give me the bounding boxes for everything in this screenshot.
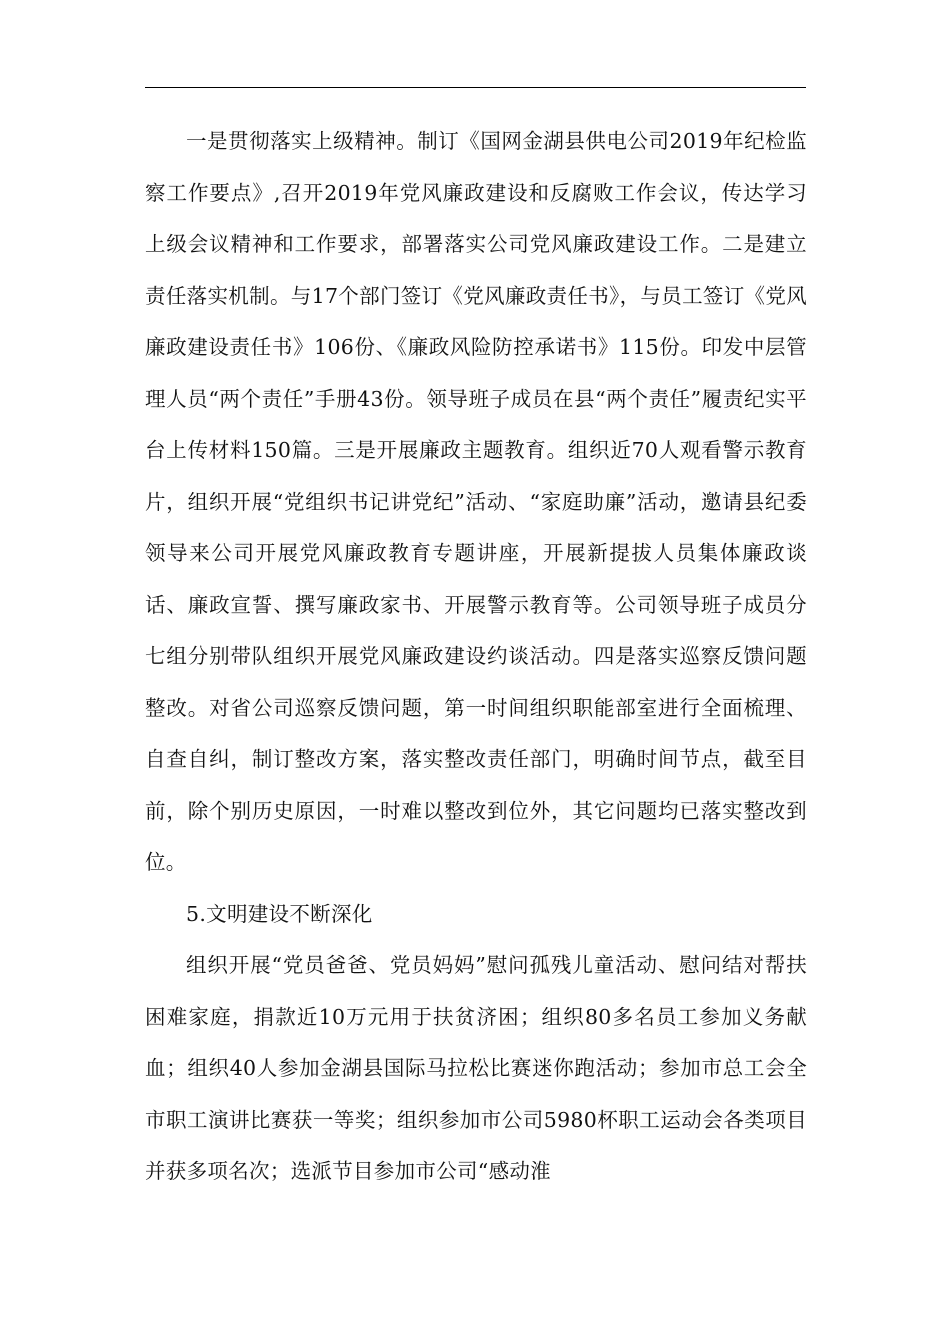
paragraph-civilization-work: 组织开展“党员爸爸、党员妈妈”慰问孤残儿童活动、慰问结对帮扶困难家庭，捐款近10万元用于扶贫济困；组织80多名员工参加义务献血；组织40人参加金湖县国际马拉松比赛迷你跑活动；参加市总工会全市职工演讲比赛获一等奖；组织参加市公司5980杯职工运动会各类项目并获多项名次；选派节目参加市公司“感动淮 [145,953,807,1183]
section-heading: 5.文明建设不断深化 [186,901,373,926]
paragraph-discipline-work: 一是贯彻落实上级精神。制订《国网金湖县供电公司2019年纪检监察工作要点》,召开2019年党风廉政建设和反腐败工作会议，传达学习上级会议精神和工作要求，部署落实公司党风廉政建设工作。二是建立责任落实机制。与17个部门签订《党风廉政责任书》，与员工签订《党风廉政建设责任书》106份、《廉政风险防控承诺书》115份。印发中层管理人员“两个责任”手册43份。领导班子成员在县“两个责任”履责纪实平台上传材料150篇。三是开展廉政主题教育。组织近70人观看警示教育片，组织开展“党组织书记讲党纪”活动、“家庭助廉”活动，邀请县纪委领导来公司开展党风廉政教育专题讲座，开展新提拔人员集体廉政谈话、廉政宣誓、撰写廉政家书、开展警示教育等。公司领导班子成员分七组分别带队组织开展党风廉政建设约谈活动。四是落实巡察反馈问题整改。对省公司巡察反馈问题，第一时间组织职能部室进行全面梳理、自查自纠，制订整改方案，落实整改责任部门，明确时间节点，截至目前，除个别历史原因，一时难以整改到位外，其它问题均已落实整改到位。 [145,129,807,874]
document-body [145,116,807,1198]
header-rule [145,87,806,88]
